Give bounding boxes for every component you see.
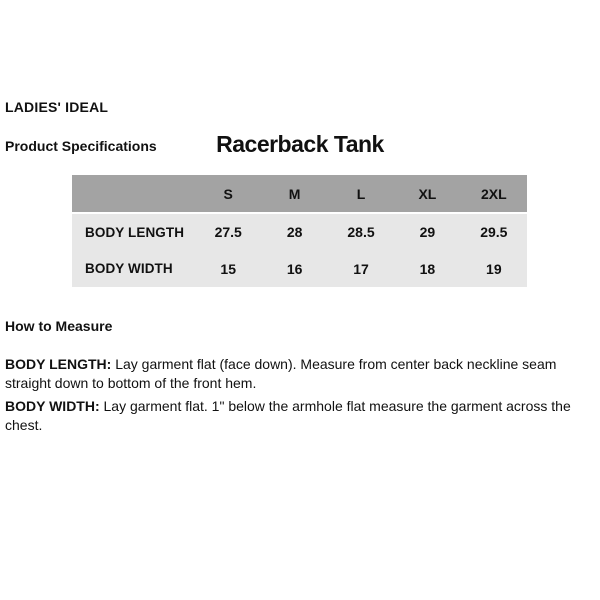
how-to-measure-heading: How to Measure [5,318,113,334]
instruction-term: BODY WIDTH: [5,398,104,414]
size-column-header: L [356,185,366,202]
spec-table-row [72,214,527,251]
product-title: Racerback Tank [216,131,384,157]
section-label: Product Specifications [5,138,157,154]
instruction-paragraph: BODY LENGTH: Lay garment flat (face down). Measure from center back neckline seam straight down to bottom of the front hem. [5,356,557,391]
spec-table-row [72,251,527,288]
spec-value-cell: 29.5 [480,224,508,241]
spec-value-cell: 15 [220,260,236,277]
spec-value-cell: 27.5 [214,224,242,241]
spec-value-cell: 29 [419,224,436,241]
instruction-term: BODY LENGTH: [5,356,116,372]
spec-value-cell: 18 [419,260,436,277]
size-spec-table [72,175,527,287]
size-column-header: 2XL [480,185,507,202]
spec-row-label: BODY LENGTH [85,224,185,240]
instruction-paragraph: BODY WIDTH: Lay garment flat. 1" below the armhole flat measure the garment across the chest. [5,398,571,433]
spec-value-cell: 17 [353,260,369,277]
size-column-header: M [288,185,301,202]
spec-value-cell: 28 [286,224,303,241]
spec-table-body [72,214,527,287]
size-column-header: S [223,185,233,202]
spec-table-corner-cell [72,175,195,212]
spec-row-label: BODY WIDTH [85,261,173,277]
spec-value-cell: 16 [286,260,303,277]
spec-value-cell: 28.5 [347,224,375,241]
size-column-header: XL [418,185,437,202]
measure-instructions [5,355,594,439]
spec-table-header-row [72,175,527,212]
spec-value-cell: 19 [486,260,502,277]
brand-title: LADIES' IDEAL [5,99,109,115]
